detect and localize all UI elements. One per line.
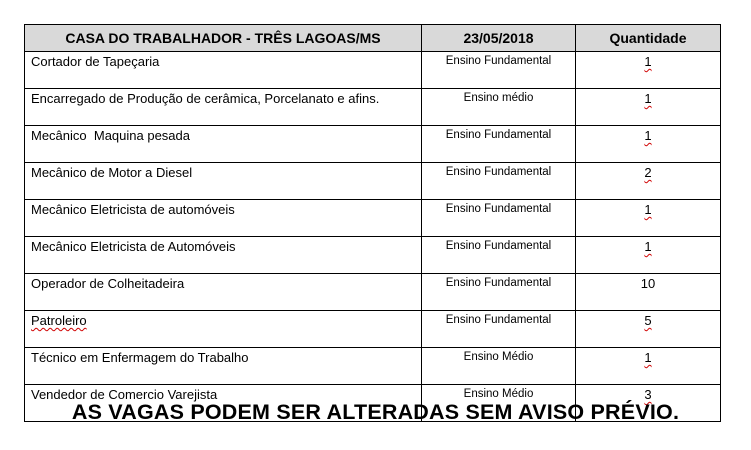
quantity-value: 1 (644, 350, 652, 365)
education-cell: Ensino Médio (422, 385, 576, 422)
quantity-cell (576, 348, 721, 385)
table-row (25, 163, 721, 200)
job-title-cell: Mecânico Eletricista de automóveis (25, 200, 422, 237)
quantity-cell (576, 52, 721, 89)
education-cell: Ensino Fundamental (422, 237, 576, 274)
job-title-cell: Operador de Colheitadeira (25, 274, 422, 311)
header-date: 23/05/2018 (422, 25, 576, 52)
education-cell: Ensino Fundamental (422, 126, 576, 163)
education-cell: Ensino Médio (422, 348, 576, 385)
education-cell: Ensino Fundamental (422, 274, 576, 311)
table-header-row (25, 25, 721, 52)
quantity-value: 1 (644, 54, 652, 69)
job-title-cell: Encarregado de Produção de cerâmica, Porcelanato e afins. (25, 89, 422, 126)
quantity-cell (576, 311, 721, 348)
quantity-cell (576, 163, 721, 200)
quantity-cell (576, 89, 721, 126)
notice-text: AS VAGAS PODEM SER ALTERADAS SEM AVISO PRÉVIO. (71, 400, 680, 424)
quantity-cell (576, 274, 721, 311)
quantity-value: 1 (644, 128, 652, 143)
job-title-text: Patroleiro (31, 313, 87, 328)
table-row (25, 200, 721, 237)
education-cell: Ensino Fundamental (422, 311, 576, 348)
table-row (25, 126, 721, 163)
job-listing-sheet (24, 24, 720, 422)
job-title-cell: Cortador de Tapeçaria (25, 52, 422, 89)
job-title-cell: Mecânico Maquina pesada (25, 126, 422, 163)
table-row (25, 237, 721, 274)
education-cell: Ensino Fundamental (422, 200, 576, 237)
quantity-value: 1 (644, 202, 652, 217)
education-cell: Ensino Fundamental (422, 52, 576, 89)
job-vacancies-table (24, 24, 721, 422)
quantity-value: 2 (644, 165, 652, 180)
quantity-value: 1 (644, 91, 652, 106)
quantity-cell (576, 200, 721, 237)
education-cell: Ensino Fundamental (422, 163, 576, 200)
quantity-value: 10 (640, 276, 656, 291)
quantity-value: 3 (644, 387, 652, 402)
quantity-cell (576, 237, 721, 274)
header-quantity: Quantidade (576, 25, 721, 52)
job-title-cell: Técnico em Enfermagem do Trabalho (25, 348, 422, 385)
table-row (25, 89, 721, 126)
table-row (25, 52, 721, 89)
header-location: CASA DO TRABALHADOR - TRÊS LAGOAS/MS (25, 25, 422, 52)
table-row (25, 348, 721, 385)
education-cell: Ensino médio (422, 89, 576, 126)
job-title-cell: Mecânico Eletricista de Automóveis (25, 237, 422, 274)
quantity-value: 1 (644, 239, 652, 254)
job-title-cell: Mecânico de Motor a Diesel (25, 163, 422, 200)
table-row (25, 274, 721, 311)
quantity-cell (576, 126, 721, 163)
table-row (25, 311, 721, 348)
job-title-cell (25, 311, 422, 348)
job-title-cell: Vendedor de Comercio Varejista (25, 385, 422, 422)
quantity-value: 5 (644, 313, 652, 328)
